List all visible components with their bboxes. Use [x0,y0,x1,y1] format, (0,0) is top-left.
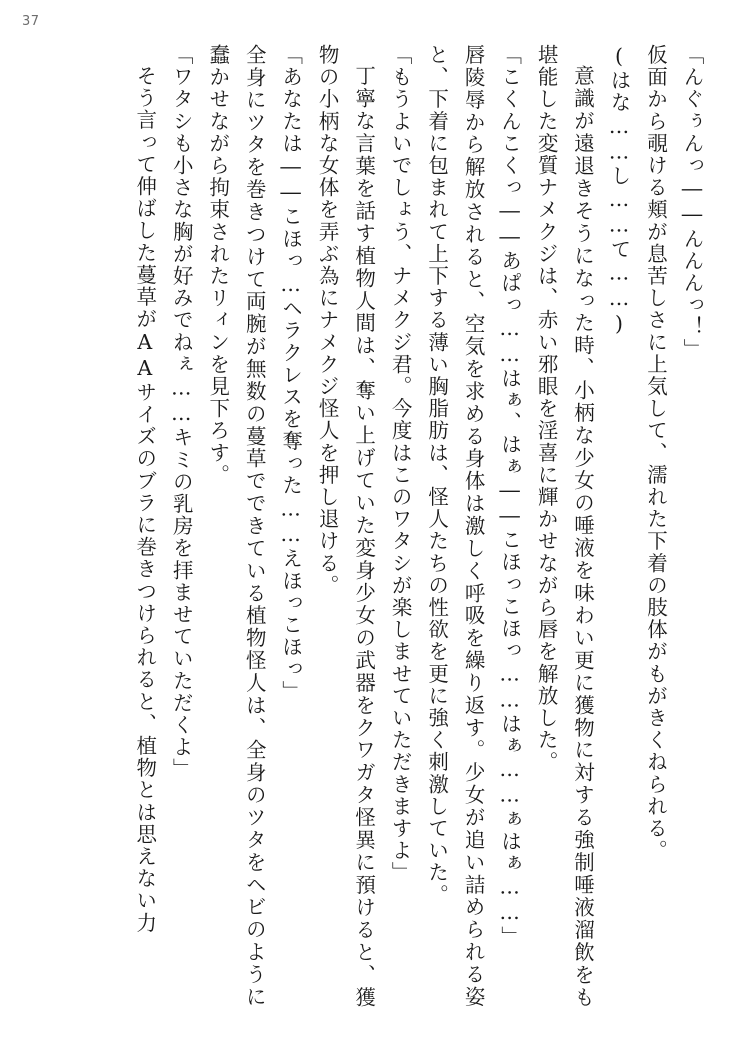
paragraph: 全身にツタを巻きつけて両腕が無数の蔓草でできている植物怪人は、全身のツタをヘビのように蠢かせながら拘束されたリィンを見下ろす。 [205,44,267,1008]
paragraph: (はな……し……て……) [607,44,632,338]
paragraph: 「ワタシも小さな胸が好みでねぇ……キミの乳房を拝ませていただくよ」 [169,44,194,781]
paragraph: 意識が遠退きそうになった時、小柄な少女の唾液を味わい更に獲物に対する強制唾液溜飲をも堪能した変質ナメクジは、赤い邪眼を淫喜に輝かせながら唇を解放した。 [534,44,595,1008]
page-number: 37 [22,14,40,29]
paragraph: 唇陵辱から解放されると、空気を求める身体は激しく呼吸を繰り返す。少女が追い詰められる姿と、下着に包まれて上下する薄い胸脂肪は、怪人たちの性欲を更に強く刺激していた。 [424,44,486,1008]
paragraph: 「あなたは――こほっ…ヘラクレスを奪った……えほっこほっ」 [278,44,303,703]
paragraph: 「もうよいでしょう、ナメクジ君。今度はこのワタシが楽しませていただきますよ」 [388,44,413,884]
paragraph: そう言って伸ばした蔓草がAAサイズのブラに巻きつけられると、植物とは思えない力 [132,64,157,934]
paragraph: 「こくんこくっ――あぱっ……はぁ、はぁ――こほっこほっ……はぁ……ぁはぁ……」 [497,44,522,948]
paragraph: 「んぐぅんっ――んんんっ！」 [680,44,704,361]
page-text-body [30,44,710,1008]
paragraph: 丁寧な言葉を話す植物人間は、奪い上げていた変身少女の武器をクワガタ怪異に預けると、獲物の小柄な女体を弄ぶ為にナメクジ怪人を押し退ける。 [315,44,376,1008]
paragraph: 仮面から覗ける頬が息苦しさに上気して、濡れた下着の肢体がもがきくねられる。 [643,44,668,862]
